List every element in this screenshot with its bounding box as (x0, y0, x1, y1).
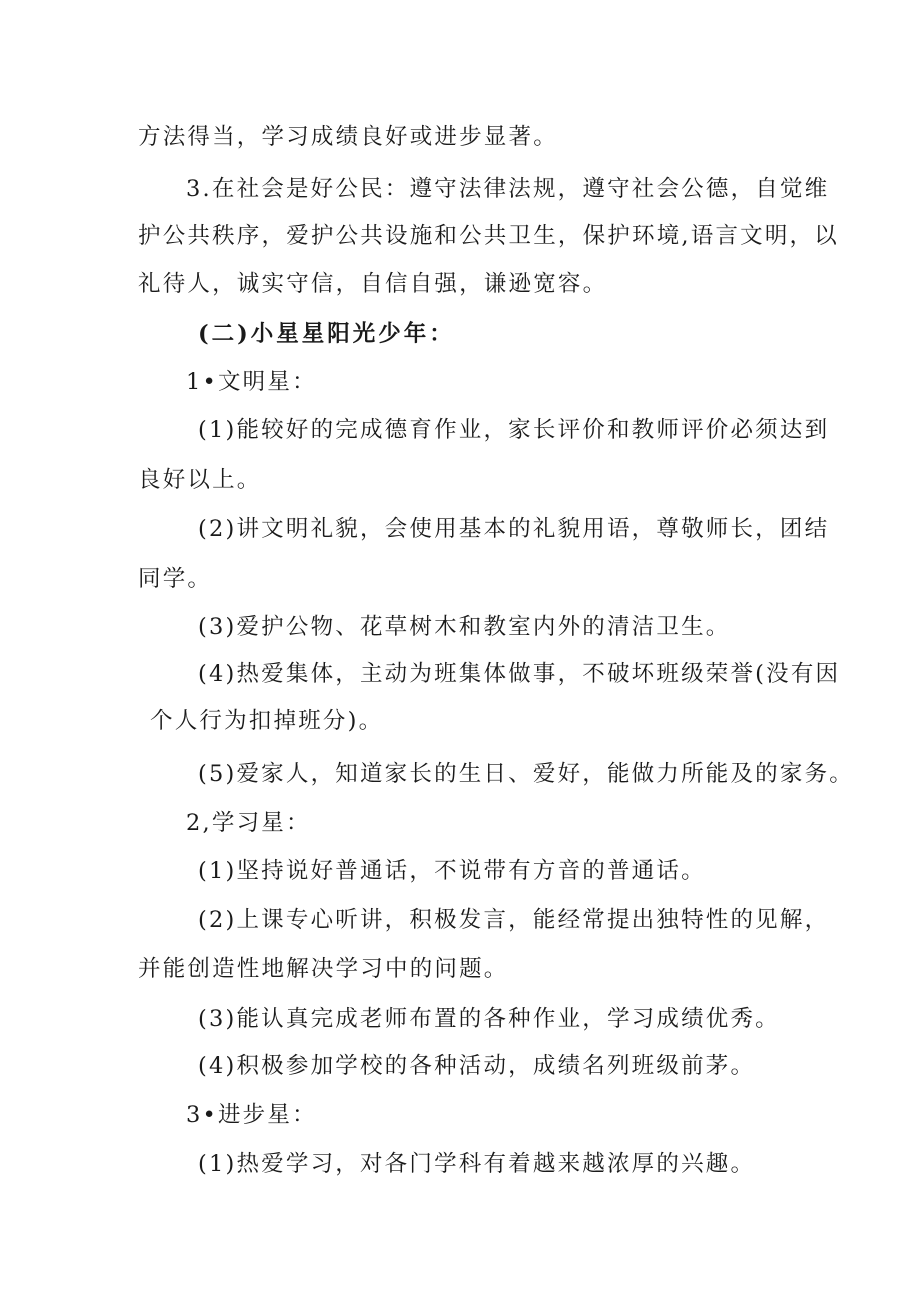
section-heading: (二)小星星阳光少年： (198, 321, 455, 347)
paragraph-line: 良好以上。 (138, 467, 262, 493)
subsection-heading: 2,学习星： (186, 810, 311, 836)
paragraph-line: 方法得当，学习成绩良好或进步显著。 (138, 124, 558, 150)
paragraph-line: 同学。 (138, 566, 213, 592)
paragraph-line: (3)能认真完成老师布置的各种作业，学习成绩优秀。 (198, 1006, 780, 1032)
paragraph-line: 个人行为扣掉班分)。 (150, 708, 384, 734)
paragraph-line: (2)讲文明礼貌，会使用基本的礼貌用语，尊敬师长，团结 (198, 516, 830, 542)
paragraph-line: (1)能较好的完成德育作业，家长评价和教师评价必须达到 (198, 417, 830, 443)
paragraph-line: 护公共秩序，爱护公共设施和公共卫生，保护环境,语言文明，以 (138, 223, 839, 249)
subsection-heading: 1•文明星： (186, 369, 317, 395)
paragraph-line: 并能创造性地解决学习中的问题。 (138, 956, 509, 982)
paragraph-line: (3)爱护公物、花草树木和教室内外的清洁卫生。 (198, 614, 731, 640)
paragraph-line: (5)爱家人，知道家长的生日、爱好，能做力所能及的家务。 (198, 761, 854, 787)
paragraph-line: (1)热爱学习，对各门学科有着越来越浓厚的兴趣。 (198, 1151, 756, 1177)
paragraph-line: (2)上课专心听讲，积极发言，能经常提出独特性的见解， (198, 907, 830, 933)
paragraph-line: (4)热爱集体，主动为班集体做事，不破坏班级荣誉(没有因 (198, 661, 841, 687)
paragraph-line: (4)积极参加学校的各种活动，成绩名列班级前茅。 (198, 1053, 756, 1079)
paragraph-line: (1)坚持说好普通话，不说带有方音的普通话。 (198, 858, 706, 884)
paragraph-line: 3.在社会是好公民：遵守法律法规，遵守社会公德，自觉维 (186, 176, 830, 202)
subsection-heading: 3•进步星： (186, 1102, 317, 1128)
paragraph-line: 礼待人，诚实守信，自信自强，谦逊宽容。 (138, 271, 608, 297)
